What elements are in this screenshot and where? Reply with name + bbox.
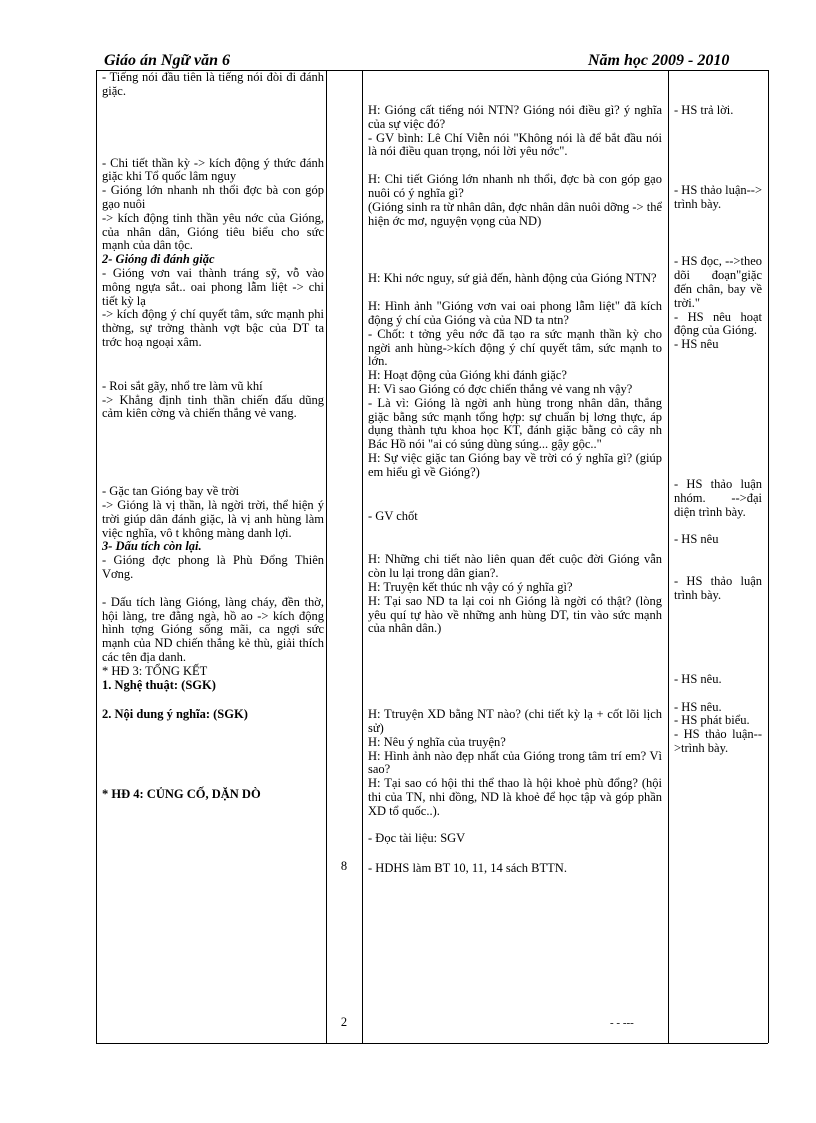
student-activity: - HS trả lời. xyxy=(674,103,734,117)
teacher-question: H: Truyện kết thúc nh vậy có ý nghĩa gì? xyxy=(368,579,573,594)
content-paragraph: 3- Dấu tích còn lại. xyxy=(102,539,202,554)
teacher-question: - GV chốt xyxy=(368,508,418,523)
student-activity: - HS thảo luận trình bày. xyxy=(674,574,762,602)
content-column xyxy=(102,71,324,802)
teacher-question: (Gióng sinh ra từ nhân dân, đợc nhân dân nuôi dỡng -> thể hiện ớc mơ, nguyện vọng của ND) xyxy=(368,199,663,228)
student-activity: - HS đọc, -->theo dõi đoạn"giặc đến chân, bay về trời." xyxy=(674,254,762,310)
teacher-question: H: Tại sao có hội thi thể thao là hội khoẻ phù đổng? (hội thi của TN, nhi đồng, ND là khoẻ để học tập và góp phần XD tổ quốc..). xyxy=(368,776,662,818)
table-divider-3 xyxy=(668,70,669,1043)
teacher-question: H: Tại sao ND ta lại coi nh Gióng là ngời có thật? (lòng yêu quí tự hào về những anh hùng DT, tin vào sức mạnh của nhân dân.) xyxy=(368,593,662,636)
content-paragraph: - Roi sắt gãy, nhổ tre làm vũ khí xyxy=(102,378,263,393)
table-bottom-border xyxy=(96,1043,768,1044)
content-paragraph: 1. Nghệ thuật: (SGK) xyxy=(102,677,216,692)
header-subject: Giáo án Ngữ văn 6 xyxy=(104,52,231,69)
student-activity: - HS thảo luận-->trình bày. xyxy=(674,727,762,755)
teacher-question: H: Những chi tiết nào liên quan đết cuộc đời Gióng vẫn còn lu lại trong dân gian?. xyxy=(368,552,662,581)
teacher-question: - GV bình: Lê Chí Viễn nói "Không nói là để bắt đầu nói là nói điều quan trọng, nói lời yêu nớc". xyxy=(368,130,662,159)
content-paragraph: - Chi tiết thần kỳ -> kích động ý thức đánh giặc khi Tổ quốc lâm nguy xyxy=(102,155,324,184)
time-minutes: 8 xyxy=(340,859,348,873)
teacher-question: H: Vì sao Gióng có đợc chiến thắng vẻ vang nh vậy? xyxy=(368,381,633,396)
content-paragraph: -> kích động ý chí quyết tâm, sức mạnh phi thờng, sự trởng thành vợt bậc của DT ta trớc hoạ ngoại xâm. xyxy=(102,307,324,349)
student-activity: - HS nêu. xyxy=(674,671,722,686)
content-paragraph: - Gặc tan Gióng bay về trời xyxy=(102,484,240,499)
content-paragraph: -> Gióng là vị thần, là ngời trời, thể hiện ý trời giúp dân đánh giặc, là vị anh hùng làm việc nghĩa, vô t không màng danh lợi. xyxy=(102,497,324,540)
table-border-left xyxy=(96,70,97,1043)
teacher-question: - Đọc tài liệu: SGV xyxy=(368,831,466,846)
table-border-right xyxy=(768,70,769,1043)
content-paragraph: -> kích động tinh thần yêu nớc của Gióng, của nhân dân, Gióng tiêu biểu cho sức mạnh của dân tộc. xyxy=(102,210,324,253)
student-activity: - HS phát biểu. xyxy=(674,713,750,728)
content-paragraph: - Gióng lớn nhanh nh thổi đợc bà con góp gạo nuôi xyxy=(102,183,324,211)
teacher-question: - Là vì: Gióng là ngời anh hùng trong nhân dân, thắng giặc bằng sức mạnh tổng hợp: sự chuẩn bị lơng thực, áp dụng thành tựu khoa học KT, đánh giặc bằng cỏ cây nh Bác Hồ nói "ai có súng dùng súng... gậy gộc.." xyxy=(368,395,662,452)
footnote-dashes: - - --- xyxy=(610,1017,634,1029)
teacher-question: H: Chi tiết Gióng lớn nhanh nh thổi, đợc bà con góp gạo nuôi có ý nghĩa gì? xyxy=(368,172,662,200)
content-paragraph: 2- Gióng đi đánh giặc xyxy=(102,252,215,267)
content-paragraph: 2. Nội dung ý nghĩa: (SGK) xyxy=(102,707,248,722)
teacher-question: H: Khi nớc nguy, sứ giả đến, hành động của Gióng NTN? xyxy=(368,271,657,286)
student-activity-column xyxy=(674,104,762,756)
header-school-year: Năm học 2009 - 2010 xyxy=(588,52,730,69)
student-activity: - HS thảo luận nhóm. -->đại diện trình bày. xyxy=(674,476,762,519)
content-paragraph: * HĐ 3: TỔNG KẾT xyxy=(102,663,208,678)
content-paragraph: - Gióng vơn vai thành tráng sỹ, vỗ vào mông ngựa sắt.. oai phong lẫm liệt -> chi tiết kỳ lạ xyxy=(102,265,324,308)
content-paragraph: - Gióng đợc phong là Phù Đổng Thiên Vơng. xyxy=(102,553,324,581)
teacher-question: H: Sự việc giặc tan Gióng bay về trời có ý nghĩa gì? (giúp em hiểu gì về Gióng?) xyxy=(368,450,662,479)
teacher-question: - HDHS làm BT 10, 11, 14 sách BTTN. xyxy=(368,861,567,876)
content-paragraph: -> Khẳng định tinh thần chiến đấu dũng cảm kiên cờng và chiến thắng vẻ vang. xyxy=(102,392,324,421)
table-divider-2 xyxy=(362,70,363,1043)
teacher-question: H: Ttruyện XD bằng NT nào? (chi tiết kỳ lạ + cốt lõi lịch sử) xyxy=(368,707,662,735)
time-minutes: 2 xyxy=(340,1015,348,1029)
teacher-activity-column xyxy=(368,104,662,876)
teacher-question: H: Hình ảnh nào đẹp nhất của Gióng trong tâm trí em? Vì sao? xyxy=(368,748,662,777)
teacher-question: H: Gióng cất tiếng nói NTN? Gióng nói điều gì? ý nghĩa của sự việc đó? xyxy=(368,103,662,131)
student-activity: - HS nêu xyxy=(674,337,719,352)
content-paragraph: * HĐ 4: CỦNG CỐ, DẶN DÒ xyxy=(102,787,261,802)
teacher-question: H: Hình ảnh "Gióng vơn vai oai phong lẫm liệt" đã kích động ý chí của Gióng và của ND ta ntn? xyxy=(368,299,662,327)
teacher-question: H: Nêu ý nghĩa của truyện? xyxy=(368,734,506,749)
content-paragraph: - Tiếng nói đầu tiên là tiếng nói đòi đi đánh giặc. xyxy=(102,70,324,98)
teacher-question: - Chốt: t tởng yêu nớc đã tạo ra sức mạnh thần kỳ cho ngời anh hùng->kích động ý chí quyết tâm, sức mạnh to lớn. xyxy=(368,326,662,369)
student-activity: - HS nêu hoạt động của Gióng. xyxy=(674,309,762,338)
table-divider-1 xyxy=(326,70,327,1043)
student-activity: - HS nêu. xyxy=(674,699,722,714)
student-activity: - HS thảo luận--> trình bày. xyxy=(674,182,762,211)
teacher-question: H: Hoạt động của Gióng khi đánh giặc? xyxy=(368,368,567,383)
content-paragraph: - Dấu tích làng Gióng, làng cháy, đền thờ, hội làng, tre đằng ngà, hồ ao -> kích động hình tợng Gióng sống mãi, ca ngợi sức mạnh của ND chiến thắng kẻ thù, giải thích các tên địa danh. xyxy=(102,594,324,664)
student-activity: - HS nêu xyxy=(674,532,719,547)
